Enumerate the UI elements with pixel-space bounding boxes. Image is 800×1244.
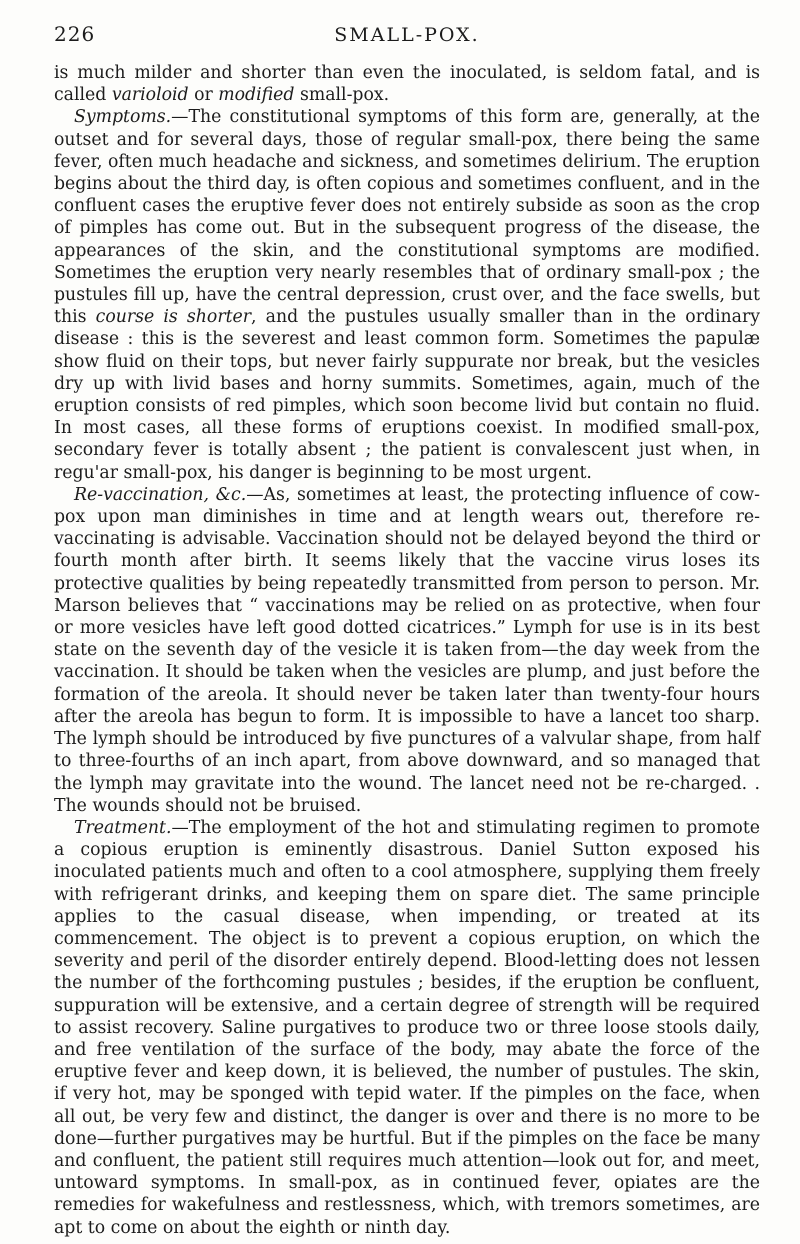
intro-text: is much milder and shorter than even the inoculated, is seldom fatal, and is called (54, 63, 760, 106)
paragraph-treatment (54, 817, 760, 1239)
term-varioloid: varioloid (111, 85, 189, 106)
term-modified: modified (218, 85, 295, 106)
section-heading-treatment: Treatment. (74, 817, 172, 838)
revaccination-text: —As, sometimes at least, the protecting influence of cow-pox upon man diminishes in time and at length wears out, therefore re-vaccinating is advisable. Vaccination should not be delayed beyond the third or fourth month after birth. It seems likely that the vaccine virus loses its protective qualities by being repeatedly transmitted from person to person. Mr. Marson believes that “ vaccinations may be relied on as protective, when four or more vesicles have left good dotted cicatrices.” Lymph for use is in its best state on the seventh day of the vesicle it is taken from—the day week from the vaccination. It should be taken when the vesicles are plump, and just before the formation of the areola. It should never be taken later than twenty-four hours after the areola has begun to form. It is impossible to have a lancet too sharp. The lymph should be introduced by five punctures of a valvular shape, from half to three-fourths of an inch apart, from above downward, and so managed that the lymph may gravitate into the wound. The lancet need not be re-charged. . The wounds should not be bruised. (54, 484, 760, 816)
treatment-text: —The employment of the hot and stimulating regimen to promote a copious eruption is eminently disastrous. Daniel Sutton exposed his inoculated patients much and often to a cool atmosphere, supplying them freely with refrigerant drinks, and keeping them on spare diet. The same principle applies to the casual disease, when impending, or treated at its commencement. The object is to prevent a copious eruption, on which the severity and peril of the disorder entirely depend. Blood-letting does not lessen the number of the forthcoming pustules ; besides, if the eruption be confluent, suppuration will be extensive, and a certain degree of strength will be required to assist recovery. Saline purgatives to produce two or three loose stools daily, and free ventilation of the surface of the body, may abate the force of the eruptive fever and keep down, it is believed, the number of pustules. The skin, if very hot, may be sponged with tepid water. If the pimples on the face, when all out, be very few and distinct, the danger is over and there is no more to be done—further purgatives may be hurtful. But if the pimples on the face be many and confluent, the patient still requires much attention—look out for, and meet, untoward symptoms. In small-pox, as in continued fever, opiates are the remedies for wakefulness and restlessness, which, with tremors sometimes, are apt to come on about the eighth or ninth day. (54, 817, 760, 1238)
section-heading-symptoms: Symptoms. (74, 107, 172, 128)
body-text (54, 62, 760, 1239)
intro-connector: or (188, 85, 219, 106)
paragraph-symptoms (54, 106, 760, 483)
running-head: SMALL-POX. (334, 24, 480, 46)
symptoms-tail: , and the pustules usually smaller than in the ordinary disease : this is the severest and least common form. Sometimes the papulæ show fluid on their tops, but never fairly suppurate nor break, but the vesicles dry up with livid bases and horny summits. Sometimes, again, much of the eruption consists of red pimples, which soon become livid but contain no fluid. In most cases, all these forms of eruptions coexist. In modified small-pox, secondary fever is totally absent ; the patient is convalescent just when, in regu'ar small-pox, his danger is beginning to be most urgent. (54, 307, 761, 483)
section-heading-revaccination: Re-vaccination, &c. (74, 484, 247, 505)
page-header (54, 22, 760, 62)
symptoms-text: —The constitutional symptoms of this form are, generally, at the outset and for several days, those of regular small-pox, there being the same fever, often much headache and sickness, and sometimes delirium. The eruption begins about the third day, is often copious and sometimes confluent, and in the confluent cases the eruptive fever does not entirely subside as soon as the crop of pimples has come out. But in the subsequent progress of the disease, the appearances of the skin, and the constitutional symptoms are modified. Sometimes the eruption very nearly resembles that of ordinary small-pox ; the pustules fill up, have the central depression, crust over, and the face swells, but this (54, 107, 760, 328)
page-number: 226 (54, 22, 96, 46)
paragraph-revaccination (54, 484, 760, 817)
paragraph-intro (54, 62, 760, 106)
symptoms-emphasis: course is shorter (95, 307, 252, 328)
intro-tail: small-pox. (294, 85, 390, 106)
